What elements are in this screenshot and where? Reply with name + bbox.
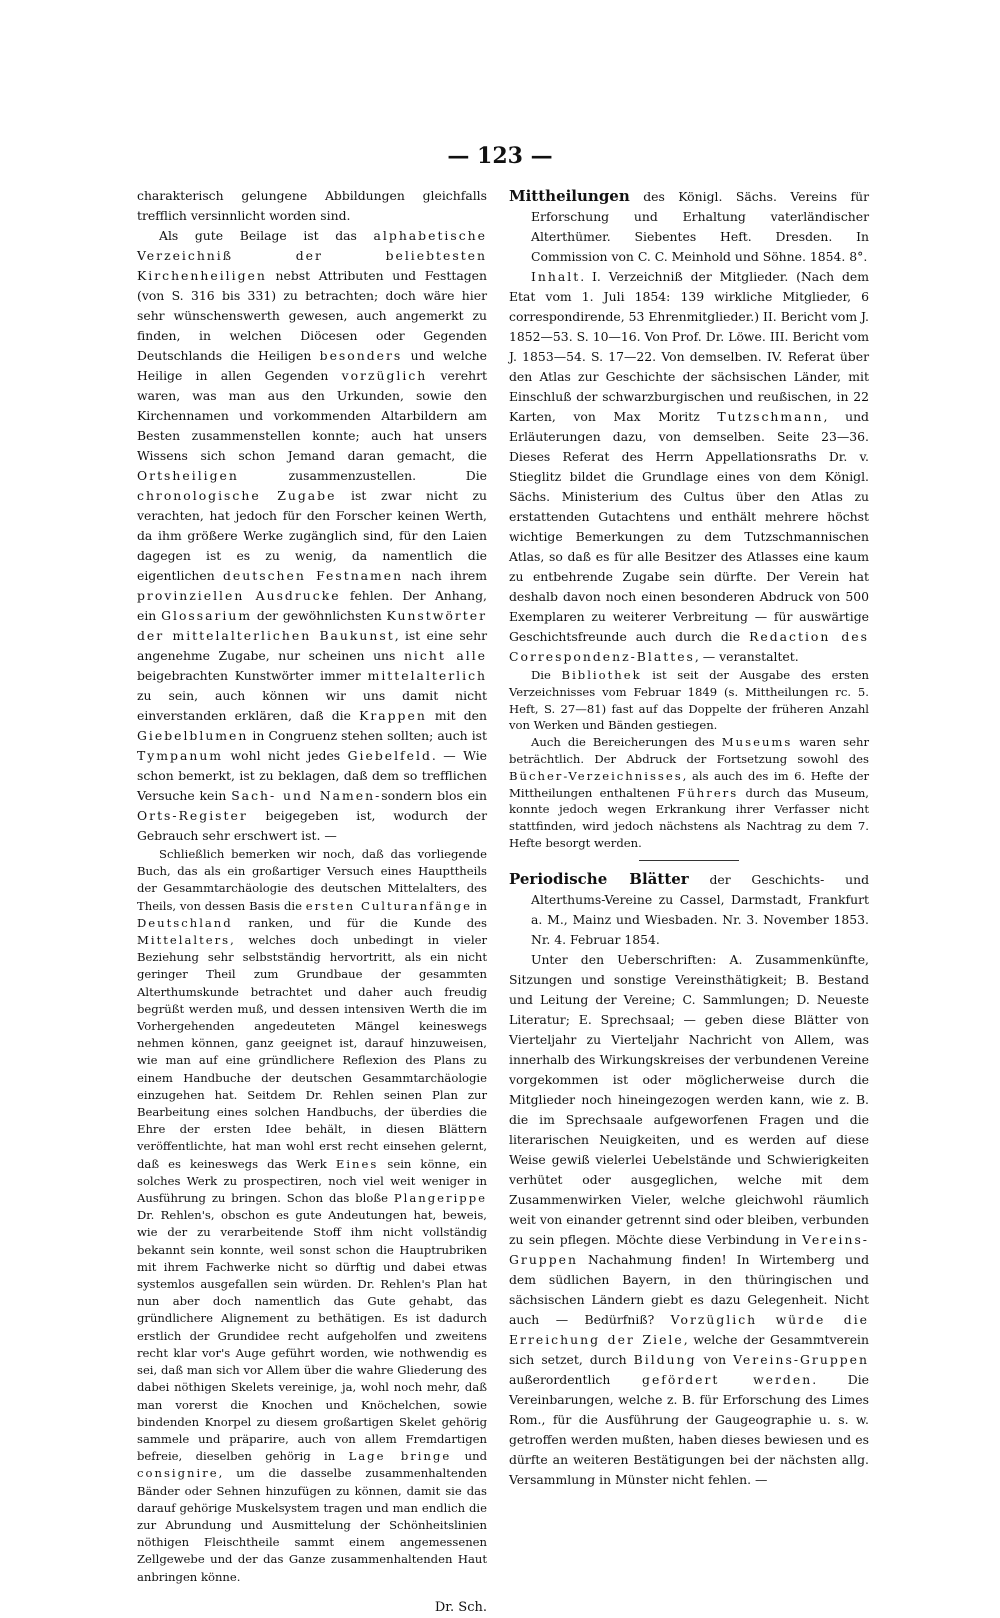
text-run: charakterisch gelungene Abbildungen gleichfalls trefflich versinnlicht worden sind. (137, 188, 487, 223)
emphasis-run: Museums (721, 735, 793, 750)
emphasis-run: vorzüglich (341, 368, 428, 383)
page-number: — 123 — (447, 143, 553, 169)
entry-mittheilungen-bibliography: des Königl. Sächs. Vereins für Erforschung und Erhaltung vaterländischer Alterthümer. Siebentes Heft. Dresden. In Commission von C. C. Meinhold und Söhne. 1854. 8°. (531, 189, 869, 264)
emphasis-run: Bücher-Verzeichnisses (509, 768, 683, 783)
text-run: beigebrachten Kunstwörter immer (137, 668, 368, 683)
emphasis-run: Vereins-Gruppen (509, 1231, 869, 1267)
emphasis-run: Eines (335, 1156, 379, 1171)
entry-mittheilungen-title (509, 186, 869, 267)
emphasis-run: ersten Culturanfänge (305, 898, 472, 913)
text-run: von (696, 1351, 734, 1367)
emphasis-run: Plangerippe (393, 1191, 487, 1206)
emphasis-run: Vorzüglich würde die Erreichung der Ziele (509, 1311, 869, 1347)
text-run: sondern blos ein (381, 788, 487, 803)
emphasis-run: Ortsheiligen (137, 468, 239, 483)
text-run: zu sein, auch können wir uns damit nicht einverstanden erklären, daß die (137, 688, 487, 723)
review-paragraph-1 (137, 186, 487, 226)
text-run: Die (531, 668, 562, 682)
entry-periodische-heading: Periodische Blätter (509, 869, 689, 888)
text-run: nach ihrem (403, 568, 487, 583)
text-run: . Die Vereinbarungen, welche z. B. für Erforschung des Limes Rom., für die Ausführung der Gaugeographie u. s. w. getroffen werden mußten, haben dieses bewiesen und es dürfte an weiteren Bestätigungen bei der nächsten allg. Versammlung in Münster nicht fehlen. — (509, 1371, 870, 1487)
text-run: mit den (426, 708, 487, 723)
text-run: Nachahmung finden! In Wirtemberg und dem südlichen Bayern, in den thüringischen und sächsischen Ländern giebt es dazu Gelegenheit. Nicht auch — Bedürfniß? (509, 1251, 869, 1327)
emphasis-run: Führers (677, 785, 739, 800)
text-run: , welches doch unbedingt in vieler Beziehung sehr selbstständig hervortritt, als ein nicht geringer Theil zum Grundbaue der gesammten Alterthumskunde betrachtet und daher auch freudig begrüßt werden muß, und dessen intensiven Werth die im Vorhergehenden angedeuteten Mängel keineswegs nehmen können, ganz geeignet ist, darauf hinzuweisen, wie man auf eine gründlichere Reflexion des Plans zu einem Handbuche der deutschen Gesammtarchäologie einzugehen hat. Seitdem Dr. Rehlen seinen Plan zur Bearbeitung eines solchen Handbuchs, der überdies die Ehre der ersten Idee behält, in diesen Blättern veröffentlichte, hat man wohl erst recht einsehen gelernt, daß es keineswegs das Werk (137, 933, 487, 1171)
emphasis-run: nicht alle (403, 648, 487, 663)
emphasis-run: Lage bringe (348, 1449, 452, 1464)
emphasis-run: Tympanum (137, 748, 224, 763)
text-run: , welche der Gesammtverein sich setzet, durch (509, 1331, 870, 1367)
text-run: ist seit der Ausgabe des ersten Verzeichnisses vom Februar 1849 (s. Mittheilungen rc. 5. Heft, S. 27—81) fast auf das Doppelte der früheren Anzahl von Werken und Bänden gestiegen. (509, 668, 869, 733)
emphasis-run: consignire (137, 1466, 219, 1481)
emphasis-run: Giebelblumen (137, 728, 249, 743)
emphasis-run: Sach- und Namen- (231, 788, 382, 803)
text-run: beigegeben ist, wodurch der Gebrauch sehr erschwert ist. — (137, 808, 487, 843)
text-run: durch das Museum, konnte jedoch wegen Erkrankung ihrer Verfasser nicht stattfinden, wird jedoch nächstens als Nachtrag zu dem 7. Hefte besorgt werden. (509, 785, 869, 850)
review-paragraph-2 (137, 226, 487, 846)
text-run: . I. Verzeichniß der Mitglieder. (Nach dem Etat vom 1. Juli 1854: 139 wirkliche Mitglieder, 6 correspondirende, 53 Ehrenmitglieder.) II. Bericht vom J. 1852—53. S. 10—16. Von Prof. Dr. Löwe. III. Bericht vom J. 1853—54. S. 17—22. Von demselben. IV. Referat über den Atlas zur Geschichte der sächsischen Länder, mit Einschluß der schwarzburgischen und reußischen, in 22 Karten, von Max Moritz (509, 269, 869, 424)
emphasis-run: Bibliothek (561, 668, 642, 682)
text-run: sein könne, ein solches Werk zu prospectiren, noch viel weit weniger in Ausführung zu bringen. Schon das bloße (137, 1156, 487, 1206)
text-run: außerordentlich (509, 1371, 643, 1387)
signature: Dr. Sch. (434, 1599, 487, 1615)
text-run: der gewöhnlichsten (252, 608, 387, 623)
right-column (509, 186, 869, 1490)
text-run: Als gute Beilage ist das (159, 228, 374, 243)
emphasis-run: Glossarium (161, 608, 253, 623)
text-run: und welche Heilige in allen Gegenden (137, 348, 487, 383)
entry-periodische-contents (509, 950, 869, 1490)
text-run: und (451, 1449, 487, 1464)
entry-mittheilungen-museum-note (509, 734, 869, 852)
emphasis-run: chronologische Zugabe (137, 488, 337, 503)
emphasis-run: Krappen (359, 708, 427, 723)
text-run: ist zwar nicht zu verachten, hat jedoch für den Forscher keinen Werth, da ihm größere Werke zugänglich sind, für den Laien dagegen ist es zu wenig, da namentlich die eigentlichen (137, 488, 487, 583)
section-divider (639, 860, 739, 861)
text-run: Schließlich bemerken wir noch, daß das vorliegende Buch, das als ein großartiger Versuch eines Haupttheils der Gesammtarchäologie des deutschen Mittelalters, des Theils, von dessen Basis die (137, 847, 487, 913)
emphasis-run: Giebelfeld (347, 748, 432, 763)
emphasis-run: Mittelalters (137, 933, 231, 948)
emphasis-run: Inhalt (531, 269, 581, 284)
emphasis-run: mittelalterlich (367, 668, 487, 683)
text-run: ranken, und für die Kunde des (232, 915, 487, 930)
entry-mittheilungen-library-note (509, 667, 869, 734)
text-run: verehrt waren, was man aus den Urkunden, sowie den Kirchennamen und vorkommenden Altarbildern am Besten zusammenstellen konnte; auch hat unsers Wissens sich schon Jemand daran gemacht, die (137, 368, 487, 463)
text-run: Unter den Ueberschriften: A. Zusammenkünfte, Sitzungen und sonstige Vereinsthätigkeit; B. Bestand und Leitung der Vereine; C. Sammlungen; D. Neueste Literatur; E. Sprechsaal; — geben diese Blätter von Vierteljahr zu Vierteljahr Nachricht von Allem, was innerhalb des Wirkungskreises der verbundenen Vereine vorgekommen ist oder möglicherweise durch die Mitglieder noch hineingezogen werden kann, wie z. B. die im Sprechsaale aufgeworfenen Fragen und die literarischen Neuigkeiten, und es werden auf diese Weise gewiß vielerlei Uebelstände und Schwierigkeiten verhütet oder ausgeglichen, welche mit dem Zusammenwirken Vieler, welche gleichwohl räumlich weit von einander getrennt sind oder bleiben, verbunden zu sein pflegen. Möchte diese Verbindung in (509, 951, 869, 1247)
text-run: , und Erläuterungen dazu, von demselben. Seite 23—36. Dieses Referat des Herrn Appellationsraths Dr. v. Stieglitz bildet die Grundlage eines von dem Königl. Sächs. Ministerium des Cultus über den Atlas zu erstattenden Gutachtens und enthält mehrere höchst wichtige Bemerkungen zu dem Tutzschmannischen Atlas, so daß es für alle Besitzer des Atlasses eine kaum zu entbehrende Zugabe sein dürfte. Der Verein hat deshalb davon noch einen besonderen Abdruck von 500 Exemplaren zu weiterer Verbreitung — für auswärtige Geschichtsfreunde auch durch die (509, 409, 869, 644)
emphasis-run: Bildung (633, 1351, 697, 1367)
entry-mittheilungen-heading: Mittheilungen (509, 187, 630, 205)
text-run: Dr. Rehlen's, obschon es gute Andeutungen hat, beweis, wie der zu verarbeitende Stoff ihm nicht vollständig bekannt sein konnte, weil sonst schon die Hauptrubriken mit ihrem Fachwerke nicht so dürftig und dabei etwas systemlos ausgefallen sein würden. Dr. Rehlen's Plan hat nun aber doch namentlich das Gute gehabt, das gründlichere Alignement zu bethätigen. Es ist dadurch erstlich der Grundidee recht aufgeholfen und zweitens recht klar vor's Auge geführt worden, wie nothwendig es sei, daß man sich vor Allem über die wahre Gliederung des dabei nöthigen Skelets vereinige, ja, wohl noch mehr, daß man vorerst die Knochen und Knöchelchen, sowie bindenden Knorpel zu diesem großartigen Skelet gehörig sammele und präparire, auch von allem Fremdartigen befreie, dieselben gehörig in (137, 1208, 487, 1464)
text-run: wohl nicht jedes (223, 748, 348, 763)
emphasis-run: Deutschland (137, 915, 233, 930)
emphasis-run: Vereins-Gruppen (733, 1351, 869, 1367)
text-run: waren sehr beträchtlich. Der Abdruck der Fortsetzung sowohl des (509, 735, 869, 766)
text-run: zusammenzustellen. Die (238, 468, 487, 483)
text-run: . — Wie schon bemerkt, ist zu beklagen, daß dem so trefflichen Versuche kein (137, 748, 487, 803)
text-run: nebst Attributen und Festtagen (von S. 316 bis 331) zu betrachten; doch wäre hier sehr wünschenswerth gewesen, auch angemerkt zu finden, in welchen Diöcesen oder Gegenden Deutschlands die Heiligen (137, 268, 487, 363)
text-run: , um die dasselbe zusammenhaltenden Bänder oder Sehnen hinzufügen zu können, damit sie das darauf gehörige Muskelsystem tragen und man endlich die zur Abrundung und Ausmittelung der Schönheitslinien nöthigen Fleischtheile sammt einem angemessenen Zellgewebe und der das Ganze zusammenhaltenden Haut anbringen könne. (137, 1466, 487, 1584)
entry-mittheilungen-contents (509, 267, 869, 667)
text-run: in Congruenz stehen sollten; auch ist (248, 728, 487, 743)
text-run: , ist eine sehr angenehme Zugabe, nur scheinen uns (137, 628, 487, 663)
text-run: in (472, 898, 487, 913)
emphasis-run: provinziellen Ausdrucke (137, 588, 341, 603)
emphasis-run: Kunstwörter der mittelalterlichen Baukunst (137, 608, 487, 643)
text-run: , — veranstaltet. (694, 649, 799, 664)
emphasis-run: Orts-Register (137, 808, 248, 823)
emphasis-run: Tutzschmann (717, 409, 824, 424)
emphasis-run: deutschen Festnamen (222, 568, 404, 583)
emphasis-run: besonders (319, 348, 403, 363)
text-run: , als auch des im 6. Hefte der Mittheilungen enthaltenen (509, 768, 869, 800)
review-conclusion-paragraph (137, 846, 487, 1586)
entry-periodische-title (509, 869, 869, 950)
left-column (137, 186, 487, 1618)
emphasis-run: gefördert werden (642, 1371, 813, 1387)
text-run: fehlen. Der Anhang, ein (137, 588, 487, 623)
text-run: Auch die Bereicherungen des (531, 735, 722, 750)
emphasis-run: alphabetische Verzeichniß der beliebtesten Kirchenheiligen (137, 228, 487, 283)
emphasis-run: Redaction des Correspondenz-Blattes (509, 629, 869, 664)
entry-periodische-bibliography: der Geschichts- und Alterthums-Vereine zu Cassel, Darmstadt, Frankfurt a. M., Mainz und Wiesbaden. Nr. 3. November 1853. Nr. 4. Februar 1854. (531, 871, 869, 947)
